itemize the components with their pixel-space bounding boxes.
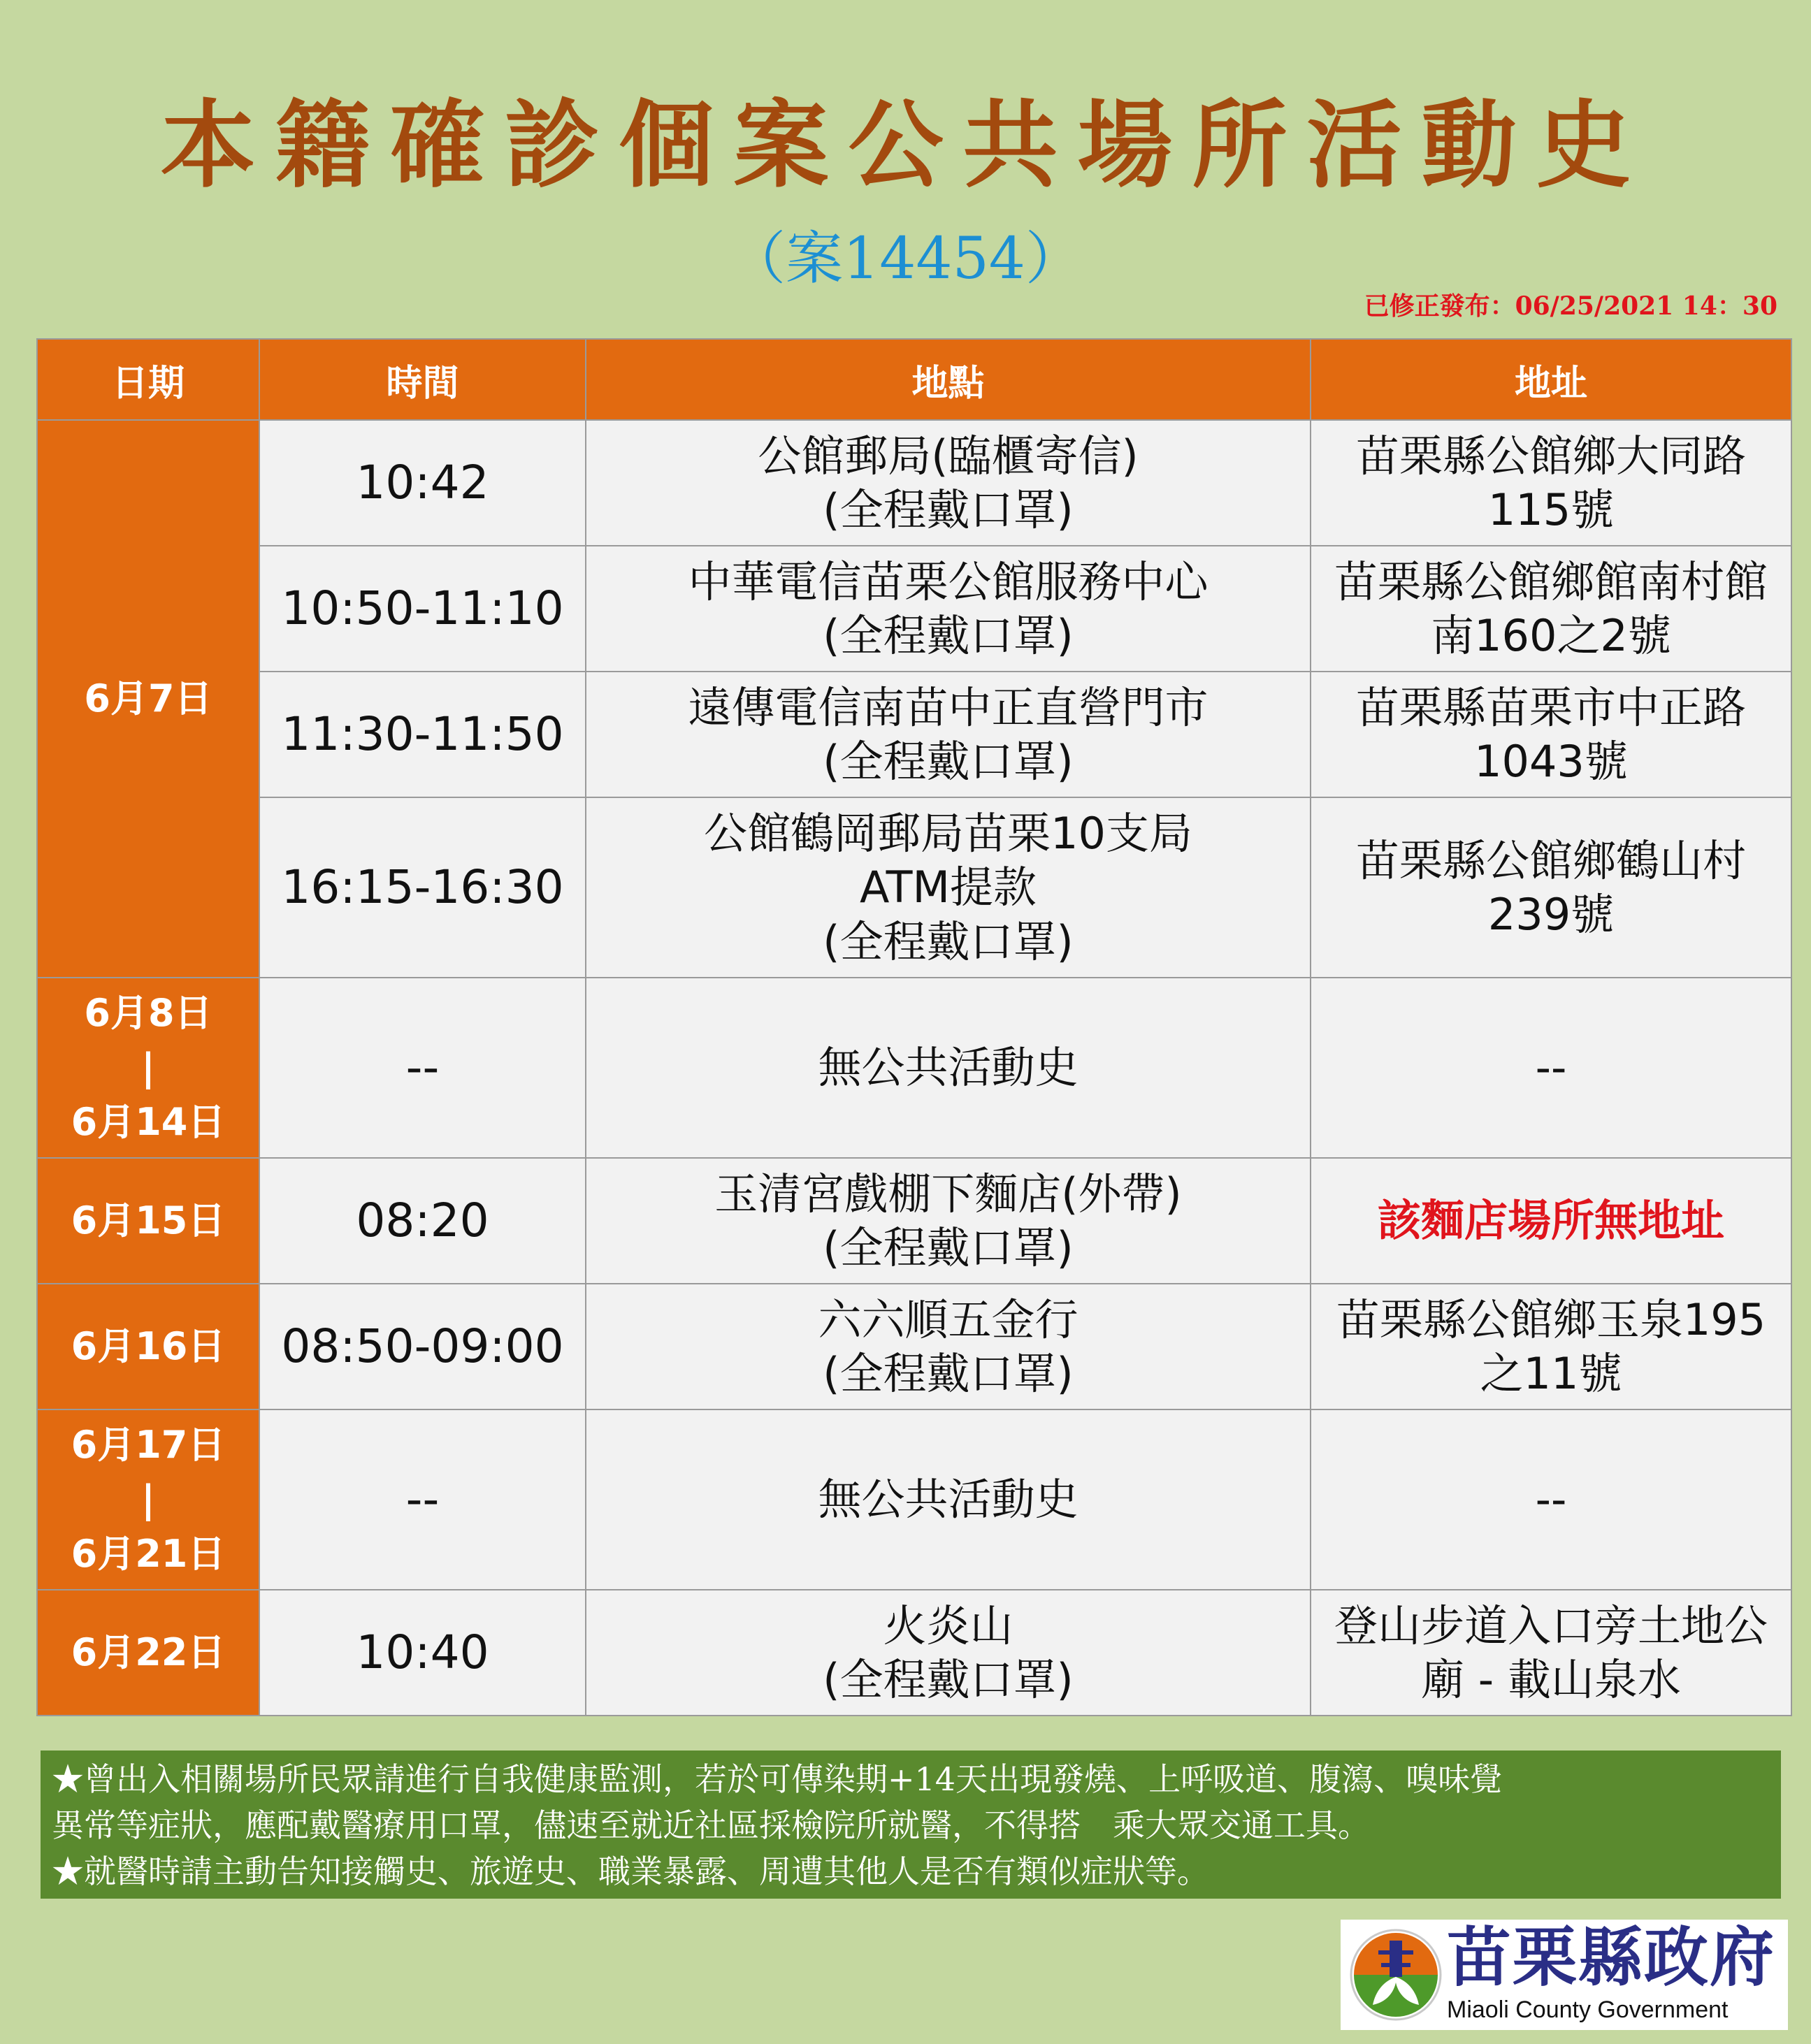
- county-logo: [1341, 1920, 1788, 2030]
- county-name-chinese: 苗栗縣政府: [1447, 1920, 1776, 1995]
- case-number: （案14454）: [728, 226, 1083, 292]
- miaoli-county-emblem-icon: [1348, 1927, 1444, 2023]
- time-cell: --: [259, 1409, 586, 1590]
- table-row: [37, 672, 1791, 797]
- address-text: 苗栗縣公館鄉鶴山村: [1355, 834, 1746, 886]
- table-row: [37, 797, 1791, 978]
- page-title: 本籍確診個案公共場所活動史: [160, 89, 1651, 201]
- address-cell: [1311, 546, 1791, 672]
- place-cell: [586, 420, 1311, 546]
- place-text: (全程戴口罩): [823, 736, 1074, 787]
- column-header-place: 地點: [586, 339, 1311, 420]
- date-text: 6月7日: [84, 676, 212, 720]
- table-row: [37, 1284, 1791, 1409]
- date-text: |: [141, 1477, 155, 1521]
- table-body: [37, 420, 1791, 1716]
- health-notice: [41, 1751, 1781, 1899]
- column-header-address: 地址: [1311, 339, 1791, 420]
- address-text: 登山步道入口旁土地公: [1334, 1600, 1768, 1651]
- place-text: 公館郵局(臨櫃寄信): [758, 430, 1139, 481]
- address-text: 苗栗縣公館鄉玉泉195: [1336, 1293, 1766, 1345]
- date-text: 6月22日: [71, 1630, 226, 1674]
- address-text: 之11號: [1480, 1348, 1622, 1399]
- place-text: (全程戴口罩): [823, 610, 1074, 661]
- address-text: 該麵店場所無地址: [1377, 1195, 1724, 1247]
- column-header-date: 日期: [37, 339, 259, 420]
- time-cell: 11:30-11:50: [259, 672, 586, 797]
- place-cell: [586, 1590, 1311, 1716]
- table-row: [37, 1158, 1791, 1284]
- address-text: 1043號: [1474, 736, 1628, 787]
- address-cell: [1311, 1158, 1791, 1284]
- notice-line: 異常等症狀，應配戴醫療用口罩，儘速至就近社區採檢院所就醫，不得搭 乘大眾交通工具。: [52, 1806, 1370, 1844]
- place-cell: [586, 672, 1311, 797]
- address-cell: [1311, 1284, 1791, 1409]
- place-text: (全程戴口罩): [823, 1654, 1074, 1705]
- table-row: [37, 1590, 1791, 1716]
- address-text: --: [1535, 1474, 1567, 1525]
- address-text: 239號: [1487, 889, 1615, 940]
- date-text: 6月21日: [71, 1532, 226, 1577]
- place-text: 公館鶴岡郵局苗栗10支局: [704, 807, 1192, 859]
- address-cell: [1311, 1590, 1791, 1716]
- place-cell: [586, 1284, 1311, 1409]
- place-text: 無公共活動史: [818, 1474, 1078, 1525]
- address-text: 115號: [1487, 484, 1615, 535]
- time-cell: 10:42: [259, 420, 586, 546]
- county-name-english: Miaoli County Government: [1447, 1996, 1729, 2023]
- place-cell: [586, 797, 1311, 978]
- date-cell: [37, 1409, 259, 1590]
- date-cell: [37, 420, 259, 978]
- address-text: 苗栗縣公館鄉大同路: [1355, 430, 1746, 481]
- date-cell: [37, 978, 259, 1158]
- address-cell: [1311, 1409, 1791, 1590]
- notice-line: ★就醫時請主動告知接觸史、旅遊史、職業暴露、周遭其他人是否有類似症狀等。: [52, 1853, 1209, 1890]
- place-text: (全程戴口罩): [823, 1348, 1074, 1399]
- time-cell: 08:50-09:00: [259, 1284, 586, 1409]
- place-cell: [586, 546, 1311, 672]
- time-cell: 10:50-11:10: [259, 546, 586, 672]
- table-row: [37, 420, 1791, 546]
- place-text: 中華電信苗栗公館服務中心: [688, 556, 1208, 607]
- place-cell: [586, 1158, 1311, 1284]
- place-text: 無公共活動史: [818, 1042, 1078, 1094]
- place-text: (全程戴口罩): [823, 484, 1074, 535]
- date-cell: [37, 1158, 259, 1284]
- date-cell: [37, 1590, 259, 1716]
- time-cell: 10:40: [259, 1590, 586, 1716]
- table-header-row: [37, 339, 1791, 420]
- notice-line: ★曾出入相關場所民眾請進行自我健康監測，若於可傳染期+14天出現發燒、上呼吸道、腹瀉、嗅味覺: [52, 1760, 1503, 1798]
- date-text: 6月16日: [71, 1324, 226, 1368]
- address-text: 苗栗縣公館鄉館南村館: [1334, 556, 1768, 607]
- place-text: 六六順五金行: [818, 1293, 1078, 1345]
- address-cell: [1311, 797, 1791, 978]
- time-cell: 08:20: [259, 1158, 586, 1284]
- time-cell: 16:15-16:30: [259, 797, 586, 978]
- activity-table: [36, 338, 1792, 1716]
- revised-timestamp: 已修正發布：06/25/2021 14：30: [1364, 291, 1777, 321]
- address-cell: [1311, 978, 1791, 1158]
- place-text: 遠傳電信南苗中正直營門市: [688, 681, 1208, 733]
- address-cell: [1311, 420, 1791, 546]
- table-row: [37, 1409, 1791, 1590]
- time-cell: --: [259, 978, 586, 1158]
- table-row: [37, 978, 1791, 1158]
- date-text: 6月17日: [71, 1422, 226, 1467]
- date-text: 6月8日: [84, 990, 212, 1035]
- address-cell: [1311, 672, 1791, 797]
- address-text: 南160之2號: [1431, 610, 1671, 661]
- place-text: (全程戴口罩): [823, 915, 1074, 967]
- date-text: |: [141, 1045, 155, 1089]
- place-cell: [586, 978, 1311, 1158]
- place-text: 玉清宮戲棚下麵店(外帶): [714, 1168, 1182, 1219]
- date-cell: [37, 1284, 259, 1409]
- column-header-time: 時間: [259, 339, 586, 420]
- date-text: 6月14日: [71, 1100, 226, 1145]
- address-text: --: [1535, 1042, 1567, 1094]
- place-text: ATM提款: [860, 862, 1037, 913]
- place-text: 火炎山: [883, 1600, 1013, 1651]
- place-text: (全程戴口罩): [823, 1222, 1074, 1273]
- place-cell: [586, 1409, 1311, 1590]
- address-text: 廟 - 載山泉水: [1421, 1654, 1681, 1705]
- table-row: [37, 546, 1791, 672]
- address-text: 苗栗縣苗栗市中正路: [1355, 681, 1746, 733]
- date-text: 6月15日: [71, 1198, 226, 1242]
